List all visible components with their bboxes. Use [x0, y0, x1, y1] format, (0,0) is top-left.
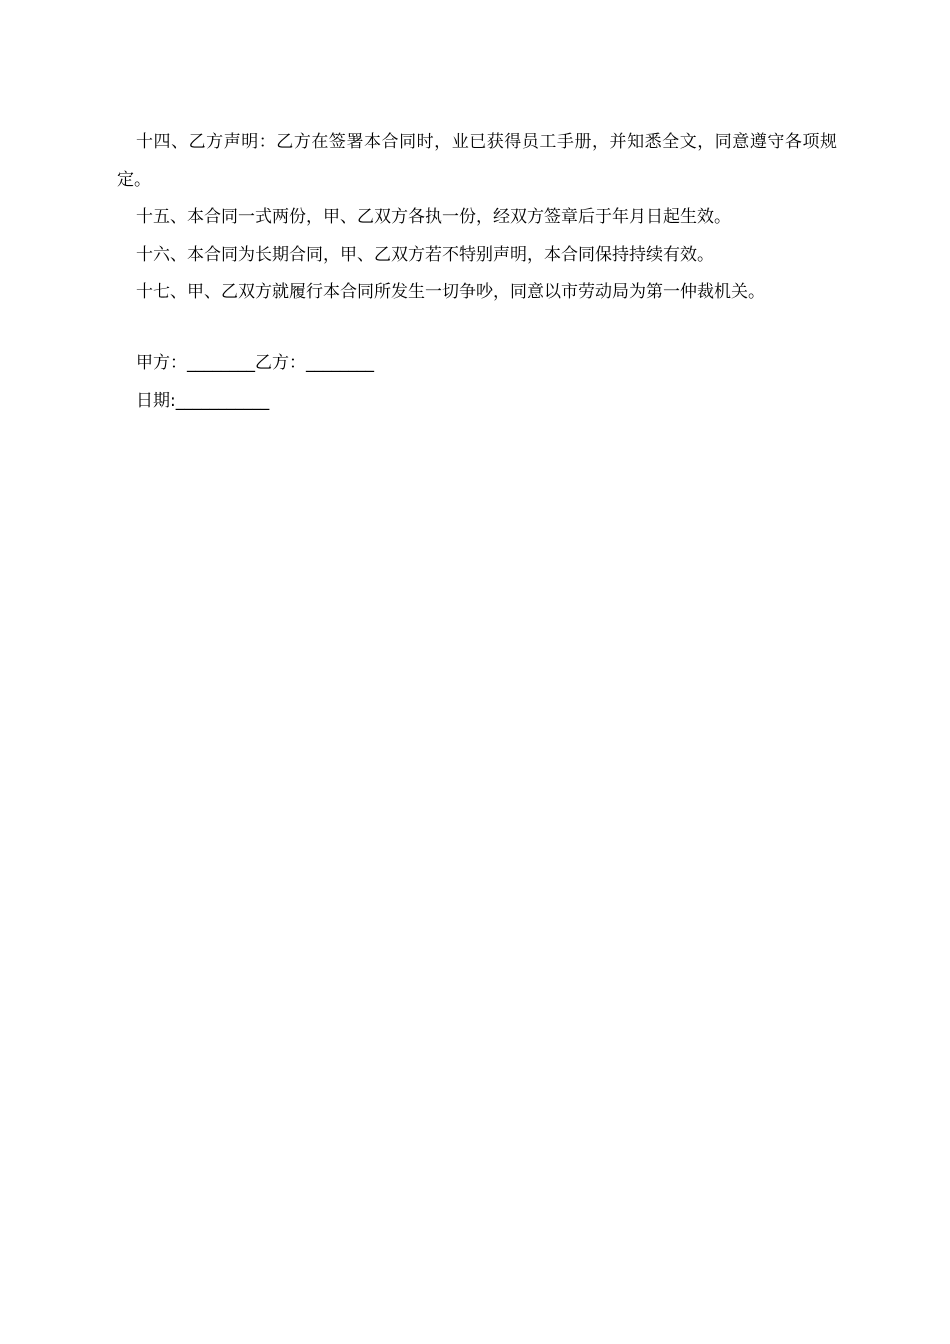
clause-16: 十六、本合同为长期合同，甲、乙双方若不特别声明，本合同保持持续有效。 — [136, 244, 714, 265]
signature-block — [136, 345, 636, 420]
clause-17: 十七、甲、乙双方就履行本合同所发生一切争吵，同意以市劳动局为第一仲裁机关。 — [136, 282, 765, 302]
party-signature-line: 甲方：________乙方：________ — [136, 353, 374, 373]
clause-14: 十四、乙方声明：乙方在签署本合同时，业已获得员工手册，并知悉全文，同意遵守各项规定。 — [117, 132, 837, 190]
contract-clauses — [117, 124, 837, 312]
clause-15: 十五、本合同一式两份，甲、乙双方各执一份，经双方签章后于年月日起生效。 — [136, 207, 731, 227]
date-line: 日期:___________ — [136, 390, 270, 411]
